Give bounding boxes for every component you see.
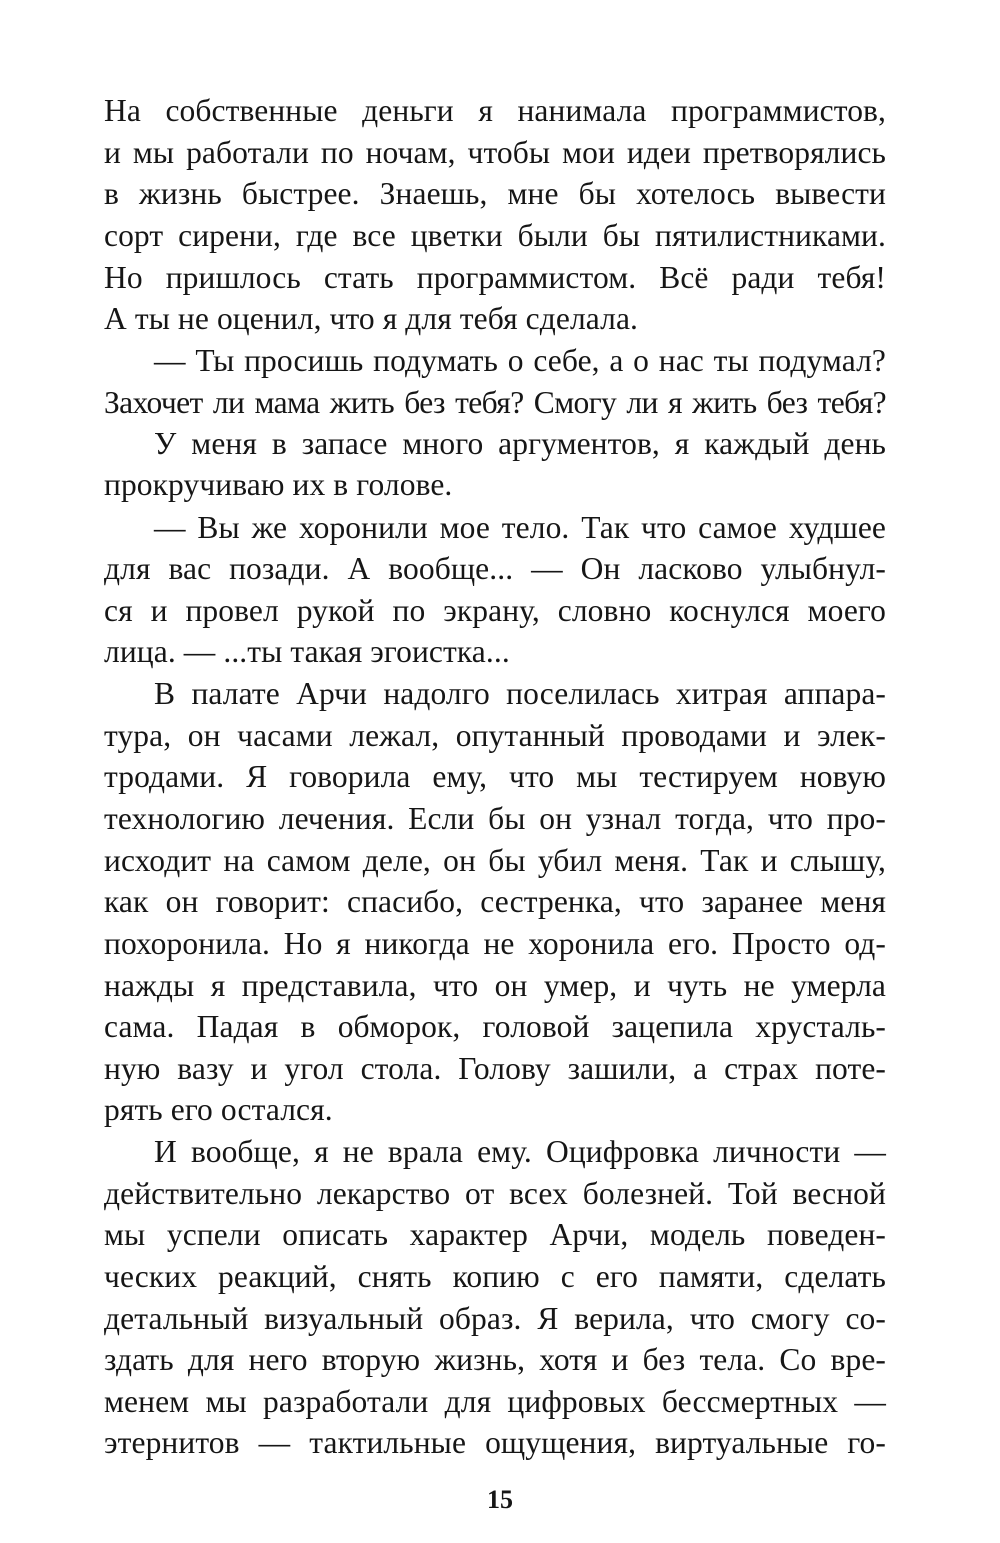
text-line: лица. — ...ты такая эгоистка...	[104, 634, 510, 669]
text-line: менем мы разработали для цифровых бессмертных —	[104, 1384, 886, 1419]
text-line: этернитов — тактильные ощущения, виртуальные го-	[104, 1425, 886, 1460]
text-line: На собственные деньги я нанимала программистов,	[104, 93, 886, 128]
text-line: В палате Арчи надолго поселилась хитрая аппара-	[154, 676, 886, 711]
text-line: Захочет ли мама жить без тебя? Смогу ли я жить без тебя?	[104, 385, 886, 420]
text-line: У меня в запасе много аргументов, я каждый день	[154, 426, 886, 461]
text-line: А ты не оценил, что я для тебя сделала.	[104, 301, 639, 336]
text-line: И вообще, я не врала ему. Оцифровка личности —	[154, 1134, 886, 1169]
text-line: мы успели описать характер Арчи, модель поведен-	[104, 1217, 886, 1252]
text-line: сама. Падая в обморок, головой зацепила хрусталь-	[104, 1009, 886, 1044]
text-line: детальный визуальный образ. Я верила, что смогу со-	[104, 1301, 886, 1336]
text-line: технологию лечения. Если бы он узнал тогда, что про-	[104, 801, 886, 836]
text-line: ся и провел рукой по экрану, словно коснулся моего	[104, 593, 886, 628]
text-line: Но пришлось стать программистом. Всё ради тебя!	[104, 260, 886, 295]
text-line: сорт сирени, где все цветки были бы пятилистниками.	[104, 218, 886, 253]
text-line: прокручиваю их в голове.	[104, 467, 453, 502]
text-line: — Ты просишь подумать о себе, а о нас ты подумал?	[154, 343, 886, 378]
page-number: 15	[487, 1485, 513, 1514]
text-line: — Вы же хоронили мое тело. Так что самое худшее	[154, 510, 886, 545]
text-line: исходит на самом деле, он бы убил меня. Так и слышу,	[104, 843, 886, 878]
text-line: как он говорит: спасибо, сестренка, что заранее меня	[104, 884, 886, 919]
text-line: нажды я представила, что он умер, и чуть не умерла	[104, 968, 886, 1003]
text-line: похоронила. Но я никогда не хоронила его. Просто од-	[104, 926, 886, 961]
text-line: ную вазу и угол стола. Голову зашили, а страх поте-	[104, 1051, 886, 1086]
text-line: и мы работали по ночам, чтобы мои идеи претворялись	[104, 135, 886, 170]
text-line: тура, он часами лежал, опутанный проводами и элек-	[104, 718, 886, 753]
text-line: действительно лекарство от всех болезней. Той весной	[104, 1176, 886, 1211]
text-line: тродами. Я говорила ему, что мы тестируем новую	[104, 759, 886, 794]
text-line: ческих реакций, снять копию с его памяти, сделать	[104, 1259, 886, 1294]
text-line: в жизнь быстрее. Знаешь, мне бы хотелось вывести	[104, 176, 886, 211]
text-line: рять его остался.	[104, 1092, 333, 1127]
text-line: здать для него вторую жизнь, хотя и без тела. Со вре-	[104, 1342, 886, 1377]
text-line: для вас позади. А вообще... — Он ласково улыбнул-	[104, 551, 886, 586]
